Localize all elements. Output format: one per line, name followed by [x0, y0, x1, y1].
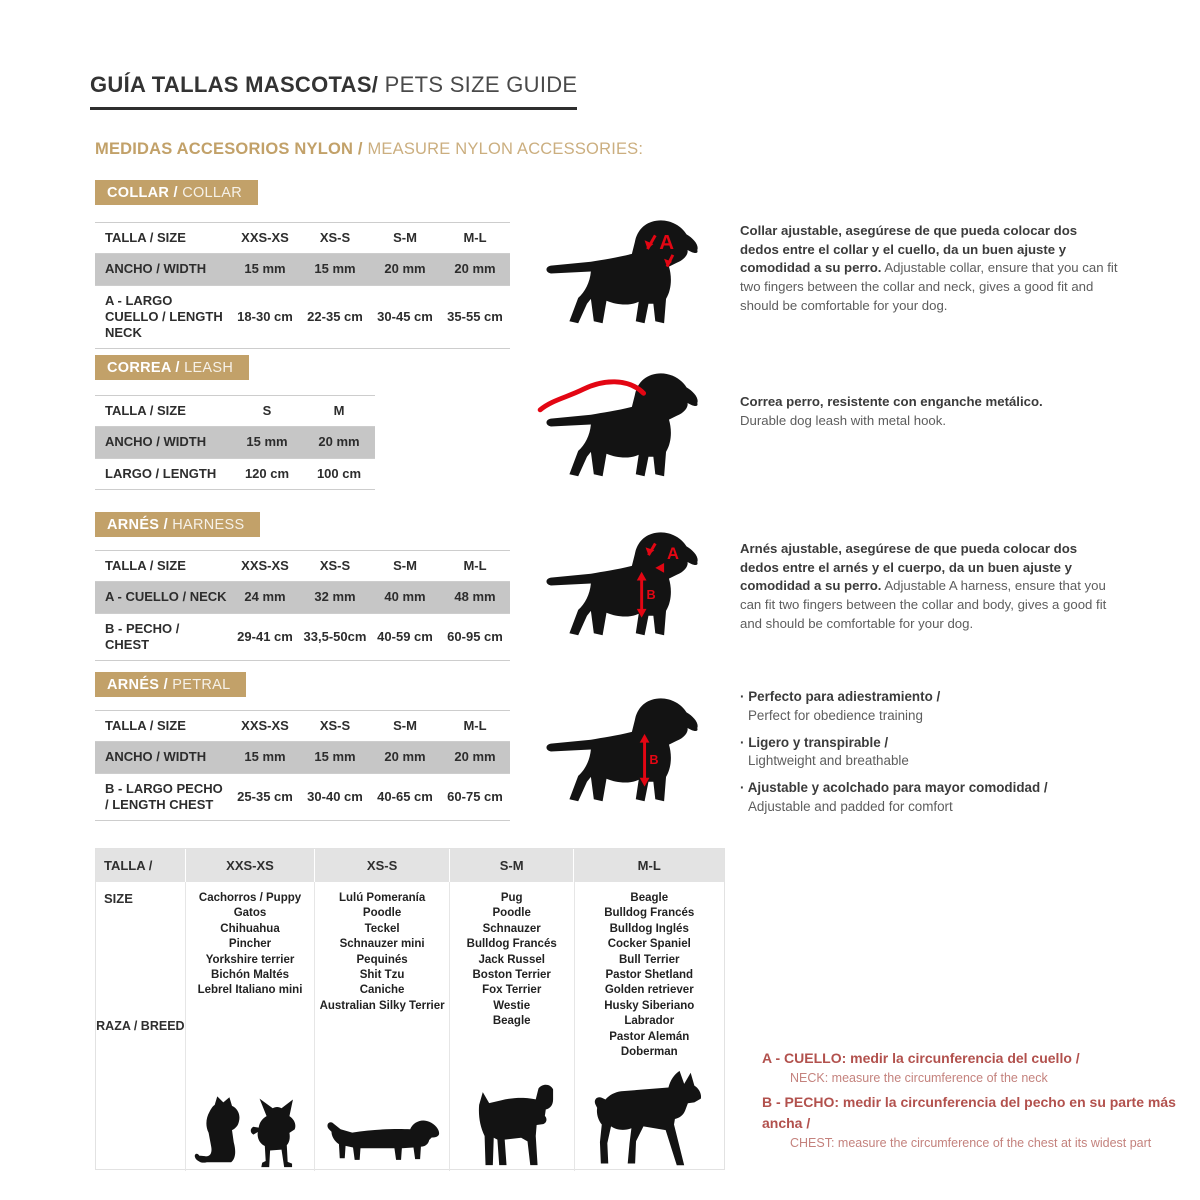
doberman-silhouette-icon — [594, 1069, 704, 1169]
harness-badge-es: ARNÉS / — [107, 517, 168, 533]
harness-neck-value: 24 mm — [230, 582, 300, 613]
harness-neck-label: A - CUELLO / NECK — [95, 582, 230, 613]
breed-name: Poodle — [492, 907, 531, 920]
feature-es: · Ligero y transpirable / — [740, 734, 1130, 753]
chihuahua-silhouette-icon — [249, 1095, 307, 1169]
breed-name: Schnauzer mini — [339, 938, 425, 951]
breed-name: Cocker Spaniel — [607, 938, 691, 951]
harness-table-header-row — [95, 551, 510, 582]
leash-header-size: TALLA / SIZE — [95, 396, 231, 427]
breed-name: Bulldog Inglés — [609, 922, 689, 935]
dachshund-silhouette-icon — [324, 1116, 440, 1169]
breed-header-size: TALLA / SIZE — [96, 849, 186, 882]
feature-item — [740, 688, 1130, 726]
breed-name: Golden retriever — [604, 984, 694, 997]
harness-chest-label: B - PECHO / CHEST — [95, 613, 230, 661]
petral-width-value: 20 mm — [370, 742, 440, 773]
breed-header-xs-s: XS-S — [315, 849, 450, 882]
collar-width-value: 15 mm — [300, 254, 370, 285]
harness-chest-value: 33,5-50cm — [300, 613, 370, 661]
collar-neck-value: 22-35 cm — [300, 285, 370, 349]
petral-section-badge — [95, 672, 246, 697]
leash-header-s: S — [231, 396, 303, 427]
petral-chest-label: B - LARGO PECHO / LENGTH CHEST — [95, 773, 230, 821]
collar-header-size: TALLA / SIZE — [95, 223, 230, 254]
harness-mark-letter-a: A — [667, 544, 680, 564]
petral-chest-value: 60-75 cm — [440, 773, 510, 821]
breed-name: Fox Terrier — [482, 984, 542, 997]
petral-width-label: ANCHO / WIDTH — [95, 742, 230, 773]
leash-length-label: LARGO / LENGTH — [95, 458, 231, 489]
harness-header-size: TALLA / SIZE — [95, 551, 230, 582]
collar-header-s-m: S-M — [370, 223, 440, 254]
petral-header-size: TALLA / SIZE — [95, 711, 230, 742]
breed-column-xxs-xs — [186, 882, 316, 1171]
petral-width-value: 15 mm — [230, 742, 300, 773]
breed-name: Pastor Alemán — [609, 1030, 690, 1043]
petral-header-xxs-xs: XXS-XS — [230, 711, 300, 742]
schnauzer-silhouette-icon — [470, 1081, 554, 1169]
breed-list — [198, 882, 303, 999]
feature-en: Lightweight and breathable — [748, 753, 909, 769]
breed-name: Labrador — [624, 1015, 675, 1028]
breed-name: Bull Terrier — [619, 953, 680, 966]
leash-line — [540, 382, 643, 410]
collar-description — [740, 222, 1118, 316]
harness-neck-value: 40 mm — [370, 582, 440, 613]
harness-neck-row — [95, 582, 510, 613]
feature-en: Perfect for obedience training — [748, 707, 923, 723]
leash-desc-es: Correa perro, resistente con enganche metálico. — [740, 394, 1043, 409]
leash-width-value: 15 mm — [231, 427, 303, 458]
petral-width-value: 15 mm — [300, 742, 370, 773]
harness-desc-en: Adjustable A harness, ensure that you can fit two fingers between the collar and body, gives a good fit and should be comfortable for your dog. — [740, 578, 1107, 631]
breed-name: Pequinés — [356, 953, 408, 966]
collar-neck-row — [95, 285, 510, 349]
harness-chest-value: 60-95 cm — [440, 613, 510, 661]
breed-name: Cachorros / Puppy — [198, 892, 302, 904]
breed-name: Shit Tzu — [359, 969, 405, 982]
collar-dog-illustration — [532, 210, 722, 332]
breed-list — [467, 882, 557, 1030]
petral-badge-en: PETRAL — [167, 677, 231, 693]
petral-width-value: 20 mm — [440, 742, 510, 773]
leash-badge-es: CORREA / — [107, 360, 180, 376]
breed-name: Jack Russel — [478, 953, 545, 966]
breed-name: Bulldog Francés — [466, 938, 557, 951]
collar-desc-en: Adjustable collar, ensure that you can fit two fingers between the collar and neck, gives a good fit and should be comfortable for your dog. — [740, 260, 1118, 313]
cat-silhouette-icon — [193, 1093, 245, 1169]
collar-header-xs-s: XS-S — [300, 223, 370, 254]
collar-badge-en: COLLAR — [177, 185, 243, 201]
collar-width-value: 20 mm — [370, 254, 440, 285]
breed-name: Lebrel Italiano mini — [197, 984, 303, 997]
collar-header-xxs-xs: XXS-XS — [230, 223, 300, 254]
breed-name: Chihuahua — [220, 922, 280, 935]
harness-description — [740, 540, 1118, 634]
note-chest-en: CHEST: measure the circumference of the chest at its widest part — [790, 1135, 1152, 1150]
collar-header-m-l: M-L — [440, 223, 510, 254]
breed-list — [320, 882, 445, 1014]
breed-name: Beagle — [492, 1015, 531, 1028]
breed-name: Australian Silky Terrier — [319, 999, 445, 1012]
petral-dog-illustration — [532, 688, 722, 810]
collar-width-label: ANCHO / WIDTH — [95, 254, 230, 285]
collar-mark-letter-a: A — [659, 231, 675, 255]
harness-chest-row — [95, 613, 510, 661]
harness-mark-letter-b: B — [646, 588, 656, 603]
leash-description — [740, 393, 1118, 430]
harness-desc-es: Arnés ajustable, asegúrese de que pueda colocar dos dedos entre el arnés y el cuerpo, da un buen ajuste y comodidad a su perro. — [740, 541, 1078, 594]
leash-badge-en: LEASH — [179, 360, 234, 376]
leash-length-value: 120 cm — [231, 458, 303, 489]
petral-features-list — [740, 688, 1130, 825]
breed-column-m-l — [575, 882, 725, 1171]
breed-name: Doberman — [620, 1046, 678, 1059]
dog-silhouette — [546, 698, 697, 801]
harness-header-xs-s: XS-S — [300, 551, 370, 582]
leash-table-header-row — [95, 396, 375, 427]
dog-silhouette — [546, 373, 697, 476]
breed-name: Schnauzer — [482, 922, 541, 935]
collar-neck-value: 35-55 cm — [440, 285, 510, 349]
page-subtitle-es: MEDIDAS ACCESORIOS NYLON / — [95, 140, 363, 158]
breed-name: Pug — [500, 892, 523, 904]
breed-name: Gatos — [233, 907, 267, 920]
harness-badge-en: HARNESS — [167, 517, 245, 533]
page-title — [90, 72, 577, 110]
harness-header-m-l: M-L — [440, 551, 510, 582]
harness-dog-illustration — [532, 522, 722, 644]
collar-neck-value: 30-45 cm — [370, 285, 440, 349]
measuring-notes — [762, 1048, 1192, 1157]
page-subtitle-en: MEASURE NYLON ACCESSORIES: — [362, 140, 644, 158]
breed-name: Boston Terrier — [472, 969, 551, 982]
breed-size-table — [95, 848, 725, 1170]
note-neck-es: A - CUELLO: medir la circunferencia del cuello / — [762, 1050, 1080, 1066]
breed-header-s-m: S-M — [450, 849, 575, 882]
leash-width-label: ANCHO / WIDTH — [95, 427, 231, 458]
leash-width-value: 20 mm — [303, 427, 375, 458]
harness-neck-value: 48 mm — [440, 582, 510, 613]
feature-item — [740, 779, 1130, 817]
breed-header-m-l: M-L — [637, 858, 661, 873]
harness-section-badge — [95, 512, 260, 537]
breed-name: Beagle — [630, 892, 669, 904]
collar-size-table — [95, 222, 510, 349]
petral-chest-value: 30-40 cm — [300, 773, 370, 821]
breed-name: Poodle — [362, 907, 402, 920]
breed-name: Bulldog Francés — [604, 907, 695, 920]
breed-column-xs-s — [315, 882, 450, 1171]
page-subtitle — [95, 140, 643, 159]
collar-section-badge — [95, 180, 258, 205]
breed-name: Yorkshire terrier — [205, 953, 295, 966]
collar-width-row — [95, 254, 510, 285]
breed-name: Husky Siberiano — [604, 999, 695, 1012]
petral-chest-value: 40-65 cm — [370, 773, 440, 821]
feature-es: · Ajustable y acolchado para mayor comodidad / — [740, 779, 1130, 798]
petral-chest-row — [95, 773, 510, 821]
leash-section-badge — [95, 355, 249, 380]
leash-length-row — [95, 458, 375, 489]
harness-size-table — [95, 550, 510, 661]
leash-length-value: 100 cm — [303, 458, 375, 489]
breed-name: Bichón Maltés — [211, 969, 289, 982]
breed-row-label: RAZA / BREED — [96, 882, 186, 1171]
petral-chest-value: 25-35 cm — [230, 773, 300, 821]
leash-dog-illustration — [532, 363, 722, 485]
collar-table-header-row — [95, 223, 510, 254]
petral-mark-letter-b: B — [649, 753, 659, 768]
page-title-es: GUÍA TALLAS MASCOTAS/ — [90, 72, 379, 97]
petral-size-table — [95, 710, 510, 821]
leash-desc-en: Durable dog leash with metal hook. — [740, 412, 946, 428]
dog-silhouette — [546, 220, 697, 323]
breed-name: Westie — [493, 999, 531, 1012]
note-neck-en: NECK: measure the circumference of the neck — [790, 1071, 1048, 1085]
petral-header-xs-s: XS-S — [300, 711, 370, 742]
harness-chest-value: 29-41 cm — [230, 613, 300, 661]
breed-column-s-m — [450, 882, 575, 1171]
petral-width-row — [95, 742, 510, 773]
collar-neck-label: A - LARGO CUELLO / LENGTH NECK — [95, 285, 230, 349]
breed-name: Pastor Shetland — [605, 969, 694, 982]
collar-width-value: 15 mm — [230, 254, 300, 285]
collar-neck-value: 18-30 cm — [230, 285, 300, 349]
feature-item — [740, 734, 1130, 772]
breed-name: Pincher — [228, 938, 272, 951]
petral-header-s-m: S-M — [370, 711, 440, 742]
leash-header-m: M — [303, 396, 375, 427]
breed-name: Lulú Pomeranía — [338, 892, 426, 904]
note-chest-es: B - PECHO: medir la circunferencia del pecho en su parte más ancha / — [762, 1093, 1176, 1131]
breed-name: Caniche — [359, 984, 405, 997]
leash-width-row — [95, 427, 375, 458]
harness-header-xxs-xs: XXS-XS — [230, 551, 300, 582]
collar-width-value: 20 mm — [440, 254, 510, 285]
harness-chest-value: 40-59 cm — [370, 613, 440, 661]
page-title-en: PETS SIZE GUIDE — [378, 72, 578, 97]
feature-es: · Perfecto para adiestramiento / — [740, 688, 1130, 707]
petral-badge-es: ARNÉS / — [107, 677, 168, 693]
harness-neck-value: 32 mm — [300, 582, 370, 613]
harness-header-s-m: S-M — [370, 551, 440, 582]
petral-table-header-row — [95, 711, 510, 742]
breed-table-body — [96, 882, 724, 1171]
feature-en: Adjustable and padded for comfort — [748, 798, 953, 814]
breed-header-xxs-xs: XXS-XS — [186, 849, 316, 882]
collar-badge-es: COLLAR / — [107, 185, 178, 201]
collar-desc-es: Collar ajustable, asegúrese de que pueda colocar dos dedos entre el collar y el cuello, da un buen ajuste y comodidad a su perro. — [740, 223, 1078, 276]
petral-header-m-l: M-L — [440, 711, 510, 742]
leash-size-table — [95, 395, 375, 490]
breed-list — [604, 882, 694, 1060]
breed-name: Teckel — [364, 922, 400, 935]
